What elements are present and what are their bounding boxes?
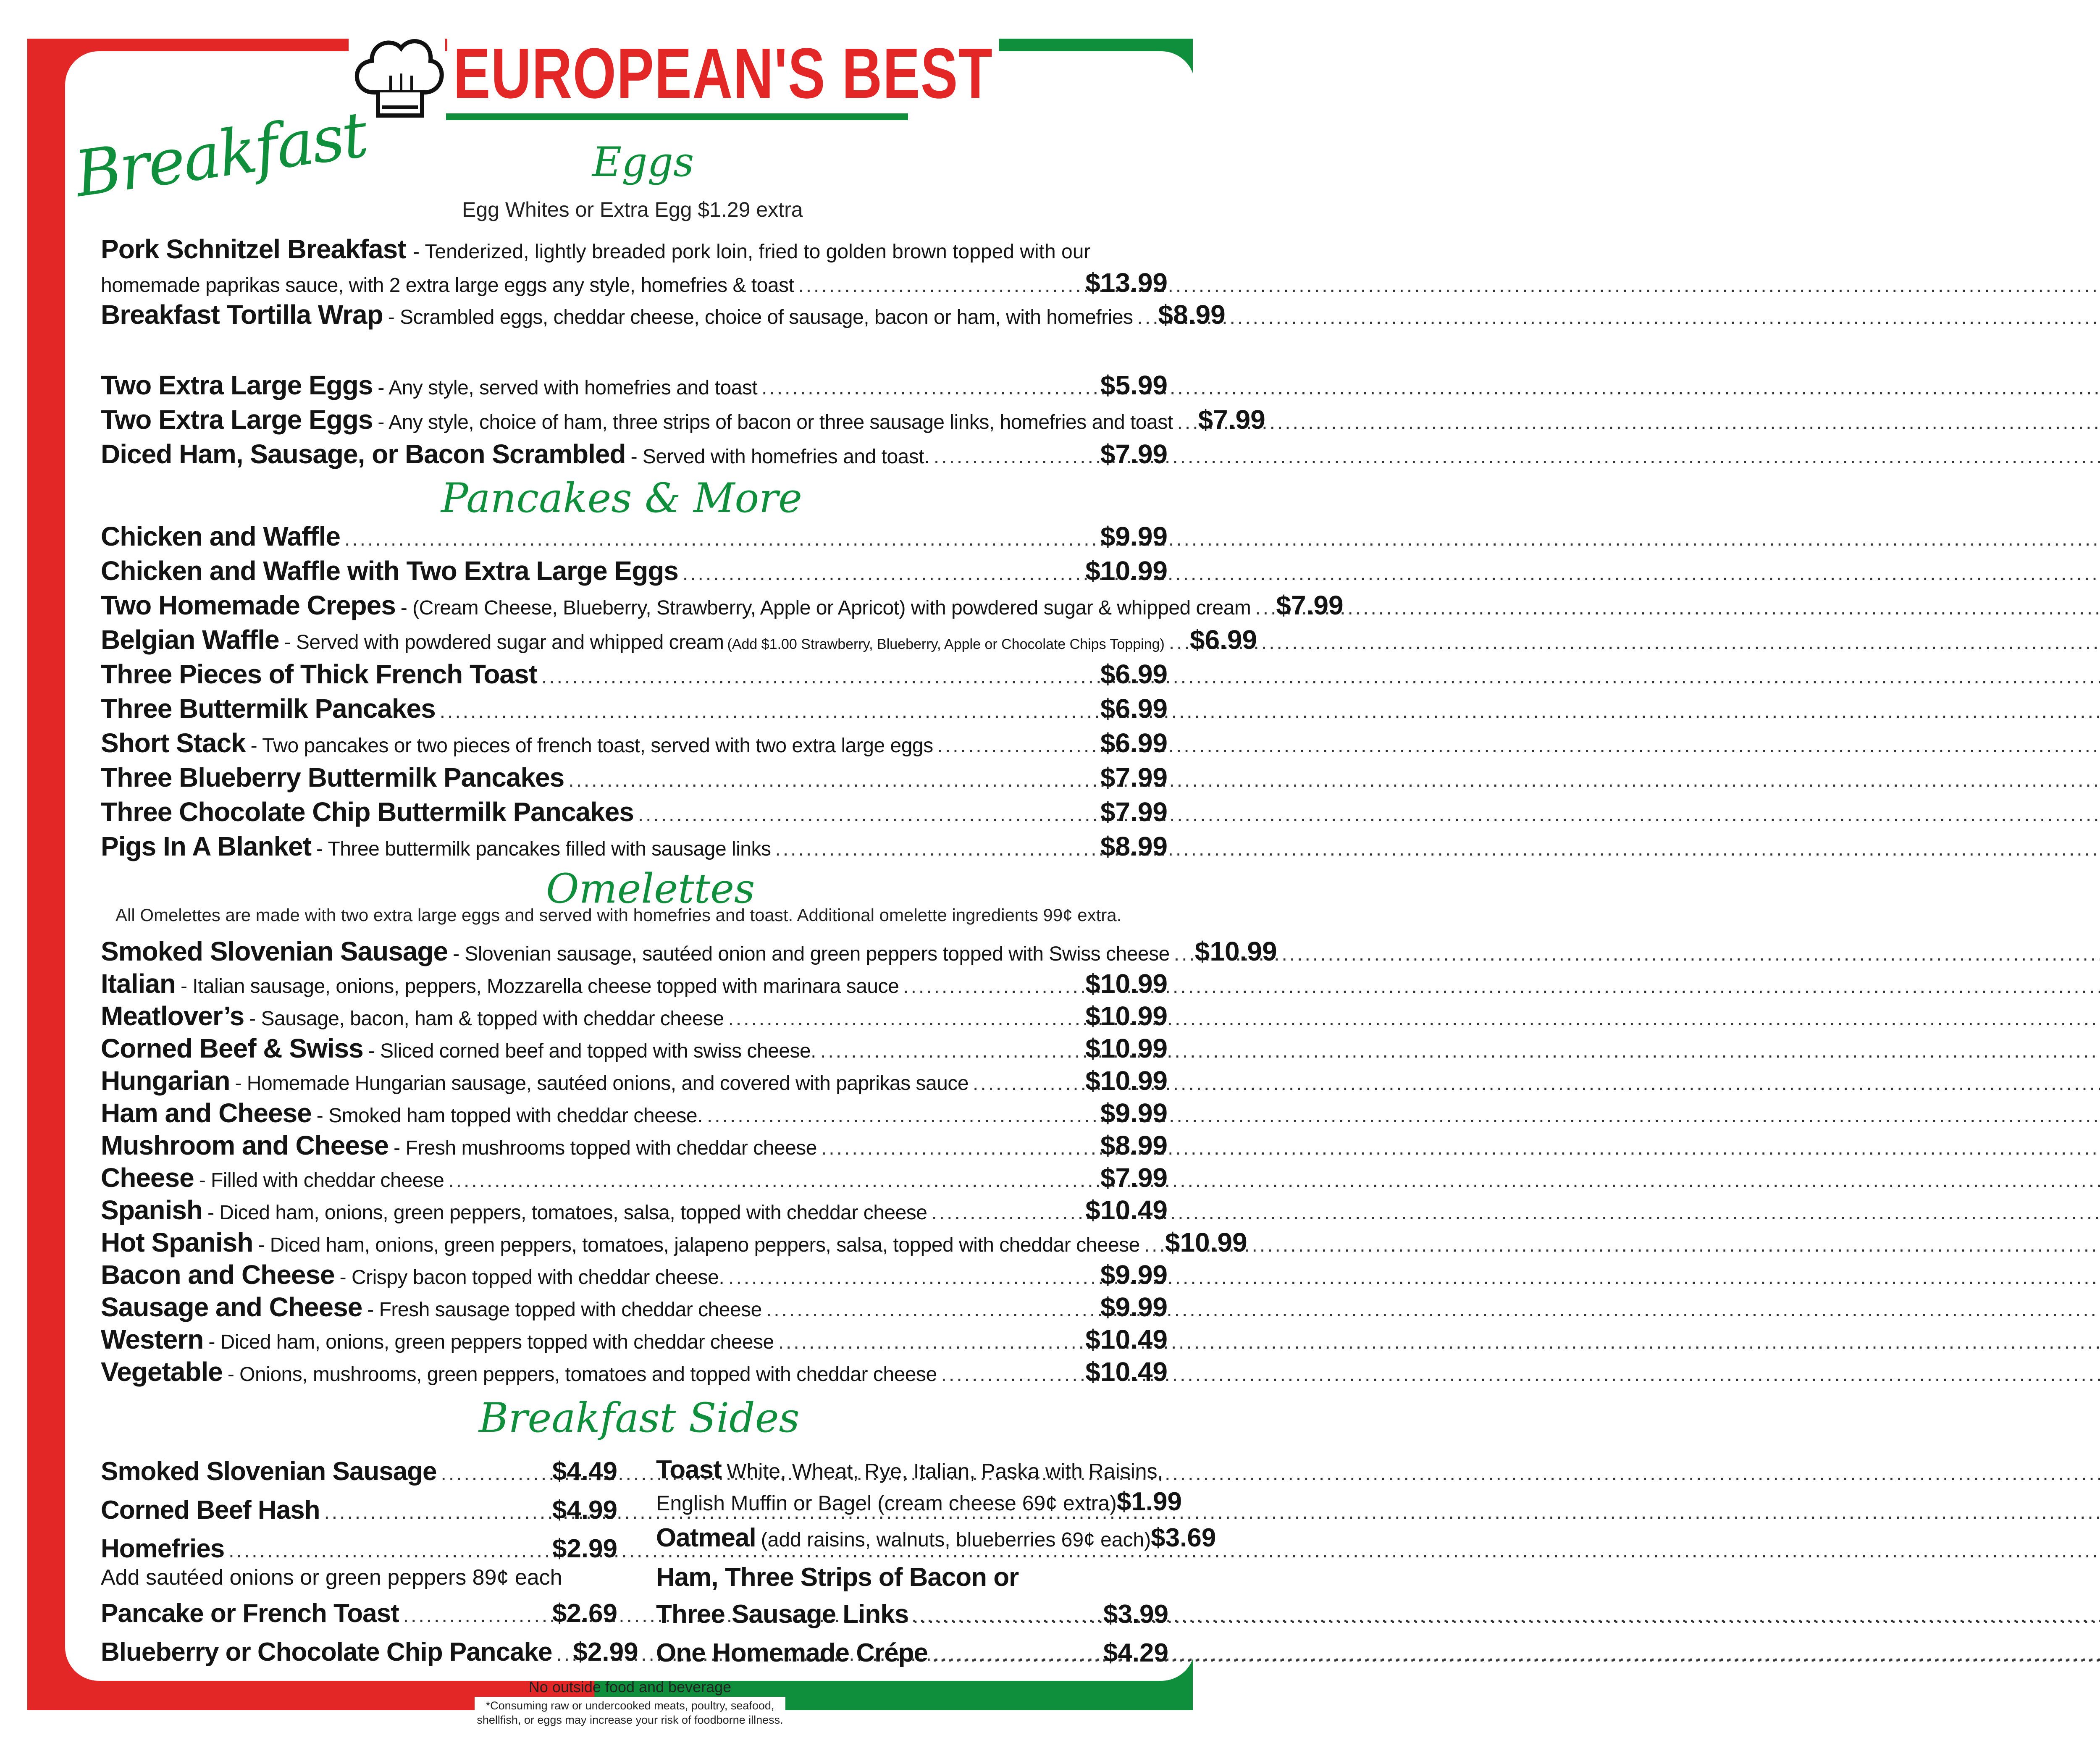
dot-leader [728, 1266, 1096, 1289]
menu-item [101, 624, 1257, 655]
item-name: Chicken and Waffle with Two Extra Large Eggs [101, 556, 678, 586]
item-price: $3.69 [1151, 1523, 1216, 1552]
menu-item [101, 1033, 1168, 1064]
side-item-name: Ham, Three Strips of Bacon or [656, 1563, 1019, 1592]
dot-leader [707, 1104, 1096, 1127]
item-name: Meatlover’s [101, 1001, 244, 1031]
item-name: Short Stack [101, 728, 246, 758]
item-desc: - (Cream Cheese, Blueberry, Strawberry, Apple or Apricot) with powdered sugar & whipped cream [400, 597, 1251, 619]
item-price: $7.99 [1100, 762, 1168, 793]
item-price: $8.99 [1100, 1130, 1168, 1160]
food-safety-disclaimer: *Consuming raw or undercooked meats, poultry, seafood, shellfish, or eggs may increase your risk of foodborne illness. [475, 1697, 785, 1729]
menu-item [101, 1162, 1168, 1193]
item-price: $10.99 [1085, 1001, 1168, 1031]
item-price: $6.99 [1100, 693, 1168, 724]
item-desc: - Slovenian sausage, sautéed onion and green peppers topped with Swiss cheese [453, 943, 1170, 965]
item-price: $10.99 [1194, 936, 1277, 966]
menu-item [101, 1097, 1168, 1129]
side-item [656, 1455, 1163, 1485]
side-item [101, 1457, 617, 1486]
item-name: Pork Schnitzel Breakfast [101, 234, 406, 264]
item-name: Spanish [101, 1195, 202, 1225]
dot-leader [778, 1331, 1082, 1354]
item-desc: - Served with homefries and toast. [630, 446, 929, 468]
item-price: $7.99 [1276, 590, 1344, 620]
item-name: Hot Spanish [101, 1227, 253, 1257]
item-name: Diced Ham, Sausage, or Bacon Scrambled [101, 439, 626, 469]
menu-item [101, 234, 1090, 265]
menu-item [101, 590, 1344, 621]
item-price: $9.99 [1100, 521, 1168, 551]
item-price: $10.99 [1085, 969, 1168, 999]
menu-item [101, 1000, 1168, 1032]
item-desc: - Diced ham, onions, green peppers topped with cheddar cheese [208, 1331, 774, 1353]
item-price: $10.49 [1085, 1357, 1168, 1387]
dot-leader [228, 1539, 548, 1562]
dot-leader [798, 274, 1081, 297]
item-price: $6.99 [1100, 659, 1168, 689]
dot-leader [682, 562, 1081, 585]
item-desc: - Sliced corned beef and topped with swiss cheese. [368, 1040, 816, 1062]
item-name: Ham and Cheese [101, 1098, 312, 1128]
side-item [101, 1637, 638, 1667]
item-price: $10.99 [1085, 1066, 1168, 1096]
dot-leader [821, 1137, 1096, 1160]
chef-hat-icon [349, 29, 445, 130]
item-name: Sausage and Cheese [101, 1292, 362, 1322]
brand-underline [446, 113, 908, 120]
item-name: Three Sausage Links [656, 1600, 909, 1629]
side-item [656, 1638, 1168, 1668]
menu-item-cont [101, 267, 1168, 298]
dot-leader [1144, 1234, 1161, 1257]
menu-item [101, 1194, 1168, 1226]
item-name: Bacon and Cheese [101, 1260, 335, 1290]
side-item [101, 1495, 617, 1525]
item-price: $8.99 [1100, 831, 1168, 861]
item-price: $2.69 [552, 1599, 617, 1628]
brand-name: EUROPEAN'S BEST [447, 29, 999, 113]
item-price: $10.99 [1165, 1227, 1247, 1257]
item-name: Three Chocolate Chip Buttermilk Pancakes [101, 797, 634, 827]
dot-leader [932, 1643, 1099, 1667]
item-price: $4.99 [552, 1496, 617, 1525]
item-name: Italian [101, 969, 176, 999]
dot-leader [913, 1605, 1099, 1628]
item-price: $7.99 [1100, 797, 1168, 827]
dot-leader [903, 975, 1081, 998]
item-price: $6.99 [1100, 728, 1168, 758]
menu-item [101, 762, 1168, 793]
section-heading-eggs: Eggs [592, 139, 694, 186]
menu-item [101, 438, 1168, 470]
item-price: $7.99 [1198, 404, 1265, 435]
item-name: Breakfast Tortilla Wrap [101, 299, 383, 330]
menu-item [101, 1065, 1168, 1096]
item-desc-note: (Add $1.00 Strawberry, Blueberry, Apple or Chocolate Chips Topping) [727, 636, 1165, 652]
item-price: $10.99 [1085, 556, 1168, 586]
item-name: Three Pieces of Thick French Toast [101, 659, 537, 689]
item-name: Two Homemade Crepes [101, 590, 396, 620]
item-desc: - Fresh sausage topped with cheddar cheese [367, 1299, 762, 1321]
item-desc: - Smoked ham topped with cheddar cheese. [316, 1105, 703, 1127]
dot-leader [1174, 942, 1191, 966]
side-item [656, 1599, 1168, 1629]
item-name: Smoked Slovenian Sausage [101, 936, 448, 966]
menu-item [101, 936, 1277, 967]
item-price: $7.99 [1100, 1163, 1168, 1193]
item-desc: - Diced ham, onions, green peppers, tomatoes, jalapeno peppers, salsa, topped with cheddar cheese [258, 1234, 1140, 1256]
menu-item [101, 796, 1168, 827]
menu-item [101, 727, 1168, 759]
item-name: Two Extra Large Eggs [101, 370, 373, 400]
dot-leader [440, 700, 1096, 723]
item-price: $9.99 [1100, 1260, 1168, 1290]
dot-leader [568, 769, 1096, 792]
item-price: $8.99 [1158, 299, 1226, 330]
dot-leader [761, 376, 1096, 399]
page-title: Breakfast [70, 98, 371, 212]
menu-item [101, 1356, 1168, 1387]
dot-leader [728, 1007, 1082, 1030]
item-desc: - Any style, served with homefries and toast [378, 377, 758, 399]
section-heading-sides: Breakfast Sides [479, 1394, 800, 1441]
item-name: Three Blueberry Buttermilk Pancakes [101, 762, 564, 793]
item-price: $3.99 [1103, 1600, 1168, 1629]
item-price: $7.99 [1100, 439, 1168, 469]
item-name: Toast [656, 1455, 722, 1484]
dot-leader [934, 445, 1096, 468]
item-name: Three Buttermilk Pancakes [101, 693, 436, 724]
item-name: Western [101, 1324, 204, 1354]
item-desc: English Muffin or Bagel (cream cheese 69¢ extra) [656, 1491, 1117, 1515]
item-desc: - Homemade Hungarian sausage, sautéed onions, and covered with paprikas sauce [235, 1072, 969, 1095]
menu-item [101, 1130, 1168, 1161]
item-desc: homemade paprikas sauce, with 2 extra large eggs any style, homefries & toast [101, 274, 794, 297]
item-desc: - Three buttermilk pancakes filled with sausage links [316, 838, 771, 860]
item-desc: - Scrambled eggs, cheddar cheese, choice of sausage, bacon or ham, with homefries [388, 306, 1133, 328]
item-price: $2.99 [552, 1534, 617, 1563]
item-name: Homefries [101, 1534, 225, 1563]
item-price: $9.99 [1100, 1098, 1168, 1128]
menu-item [101, 521, 1168, 552]
item-price: $10.99 [1085, 1033, 1168, 1063]
side-item-note: Add sautéed onions or green peppers 89¢ each [101, 1565, 562, 1590]
dot-leader [941, 1363, 1082, 1386]
item-name: Corned Beef Hash [101, 1496, 320, 1525]
dot-leader [344, 528, 1096, 551]
dot-leader [1169, 631, 1186, 654]
item-desc: White, Wheat, Rye, Italian, Paska with Raisins, [727, 1460, 1163, 1483]
item-price: $10.49 [1085, 1324, 1168, 1354]
dot-leader [775, 837, 1096, 861]
item-name: Oatmeal [656, 1523, 756, 1552]
omelettes-note: All Omelettes are made with two extra large eggs and served with homefries and toast. Additional omelette ingredients 99¢ extra. [116, 905, 1122, 925]
menu-item [101, 1227, 1247, 1258]
item-desc: - Filled with cheddar cheese [199, 1169, 444, 1192]
item-price: $10.49 [1085, 1195, 1168, 1225]
dot-leader [931, 1201, 1081, 1224]
item-desc: - Italian sausage, onions, peppers, Mozzarella cheese topped with marinara sauce [180, 975, 899, 998]
dot-leader [766, 1298, 1096, 1321]
item-price: $6.99 [1189, 625, 1257, 655]
side-item [101, 1534, 617, 1564]
item-name: Vegetable [101, 1357, 223, 1387]
eggs-note: Egg Whites or Extra Egg $1.29 extra [462, 198, 803, 221]
item-desc: - Served with powdered sugar and whipped cream [284, 631, 724, 654]
item-name: Corned Beef & Swiss [101, 1033, 363, 1063]
item-desc: - Crispy bacon topped with cheddar cheese. [339, 1266, 724, 1289]
side-item [101, 1599, 617, 1628]
item-name: Cheese [101, 1163, 194, 1193]
dot-leader [441, 1462, 548, 1485]
item-name: One Homemade Crépe [656, 1638, 928, 1667]
section-heading-pancakes: Pancakes & More [441, 475, 802, 522]
dot-leader [556, 1643, 569, 1666]
item-name: Two Extra Large Eggs [101, 404, 373, 435]
dot-leader [937, 734, 1096, 757]
menu-item [101, 831, 1168, 862]
menu-item [101, 1292, 1168, 1323]
side-item-cont [656, 1487, 1182, 1517]
dot-leader [638, 803, 1096, 826]
item-price: $5.99 [1100, 370, 1168, 400]
side-item [656, 1523, 1216, 1553]
menu-item [101, 1324, 1168, 1355]
item-price: $2.99 [573, 1638, 638, 1667]
menu-item [101, 693, 1168, 724]
dot-leader [1255, 596, 1272, 620]
item-name: Smoked Slovenian Sausage [101, 1457, 437, 1486]
item-desc: - Two pancakes or two pieces of french toast, served with two extra large eggs [250, 735, 933, 757]
dot-leader [973, 1072, 1081, 1095]
item-name: Blueberry or Chocolate Chip Pancake [101, 1638, 552, 1667]
item-name: Pigs In A Blanket [101, 831, 312, 861]
item-name: Belgian Waffle [101, 625, 279, 655]
item-price: $4.49 [552, 1457, 617, 1486]
item-name: Chicken and Waffle [101, 521, 340, 551]
item-desc: - Any style, choice of ham, three strips of bacon or three sausage links, homefries and toast [378, 411, 1173, 433]
section-heading-omelettes: Omelettes [546, 865, 755, 912]
item-desc: - Onions, mushrooms, green peppers, tomatoes and topped with cheddar cheese [227, 1363, 937, 1386]
dot-leader [820, 1040, 1081, 1063]
item-name: Pancake or French Toast [101, 1599, 399, 1628]
item-price: $1.99 [1116, 1487, 1182, 1516]
dot-leader [403, 1604, 548, 1627]
item-name: Mushroom and Cheese [101, 1130, 389, 1160]
dot-leader [1137, 306, 1154, 329]
item-price: $13.99 [1085, 268, 1168, 298]
dot-leader [541, 665, 1096, 688]
item-desc: - Sausage, bacon, ham & topped with cheddar cheese [249, 1008, 724, 1030]
item-price: $9.99 [1100, 1292, 1168, 1322]
dot-leader [448, 1169, 1096, 1192]
footer-note: No outside food and beverage [528, 1678, 732, 1696]
item-name: Hungarian [101, 1066, 230, 1096]
dot-leader [1177, 411, 1194, 434]
item-desc: - Tenderized, lightly breaded pork loin, fried to golden brown topped with our [412, 241, 1091, 263]
dot-leader [324, 1501, 548, 1524]
menu-item [101, 299, 1226, 330]
menu-item [101, 968, 1168, 999]
menu-item [101, 1259, 1168, 1290]
item-desc: - Fresh mushrooms topped with cheddar cheese [394, 1137, 817, 1159]
menu-item [101, 555, 1168, 586]
menu-item [101, 659, 1168, 690]
item-desc: - Diced ham, onions, green peppers, tomatoes, salsa, topped with cheddar cheese [207, 1202, 927, 1224]
item-price: $4.29 [1103, 1638, 1168, 1667]
menu-item [101, 404, 1265, 435]
item-desc: (add raisins, walnuts, blueberries 69¢ each) [761, 1529, 1151, 1551]
menu-item [101, 370, 1168, 401]
